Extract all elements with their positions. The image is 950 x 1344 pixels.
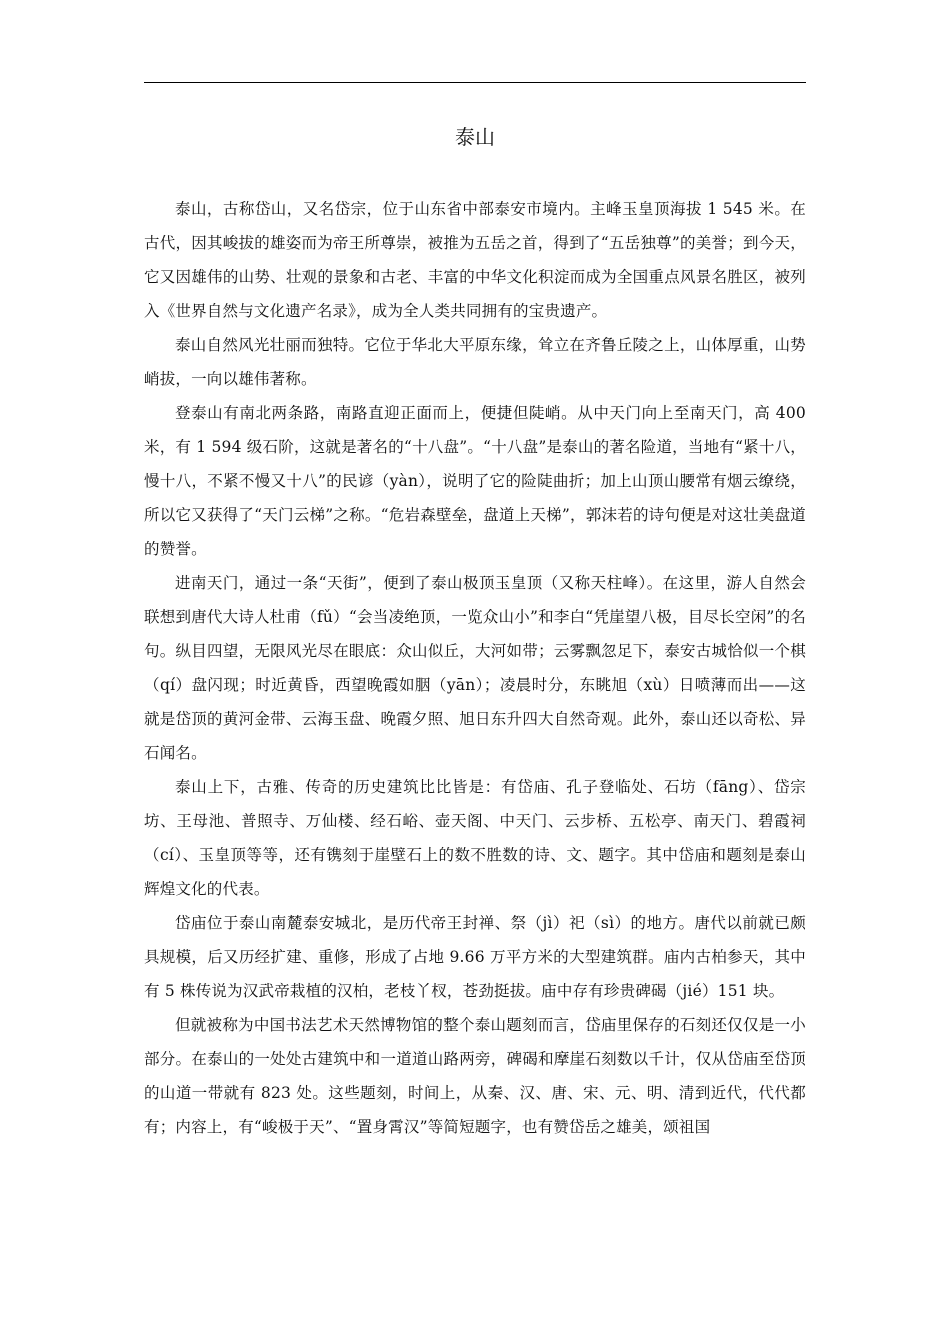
- paragraph-2: 泰山自然风光壮丽而独特。它位于华北大平原东缘，耸立在齐鲁丘陵之上，山体厚重，山势峭拔，一向以雄伟著称。: [144, 336, 806, 388]
- paragraph-3: 登泰山有南北两条路，南路直迎正面而上，便捷但陡峭。从中天门向上至南天门，高 400 米，有 1 594 级石阶，这就是著名的“十八盘”。“十八盘”是泰山的著名险道，当地有“紧十八，慢十八，不紧不慢又十八”的民谚（yàn），说明了它的险陡曲折；加上山顶山腰常有烟云缭绕，所以它又获得了“天门云梯”之称。“危岩森壁垒，盘道上天梯”，郭沫若的诗句便是对这壮美盘道的赞誉。: [144, 404, 806, 558]
- paragraph-6: 岱庙位于泰山南麓泰安城北，是历代帝王封禅、祭（jì）祀（sì）的地方。唐代以前就已颇具规模，后又历经扩建、重修，形成了占地 9.66 万平方米的大型建筑群。庙内古柏参天，其中有 5 株传说为汉武帝栽植的汉柏，老枝丫杈，苍劲挺拔。庙中存有珍贵碑碣（jié）151 块。: [144, 914, 806, 1000]
- paragraph-1: 泰山，古称岱山，又名岱宗，位于山东省中部泰安市境内。主峰玉皇顶海拔 1 545 米。在古代，因其峻拔的雄姿而为帝王所尊崇，被推为五岳之首，得到了“五岳独尊”的美誉；到今天，它又因雄伟的山势、壮观的景象和古老、丰富的中华文化积淀而成为全国重点风景名胜区，被列入《世界自然与文化遗产名录》，成为全人类共同拥有的宝贵遗产。: [144, 200, 806, 320]
- paragraph-7: 但就被称为中国书法艺术天然博物馆的整个泰山题刻而言，岱庙里保存的石刻还仅仅是一小部分。在泰山的一处处古建筑中和一道道山路两旁，碑碣和摩崖石刻数以千计，仅从岱庙至岱顶的山道一带就有 823 处。这些题刻，时间上，从秦、汉、唐、宋、元、明、清到近代，代代都有；内容上，有“峻极于天”、“置身霄汉”等简短题字，也有赞岱岳之雄美，颂祖国: [144, 1016, 806, 1136]
- paragraph-4: 进南天门，通过一条“天街”，便到了泰山极顶玉皇顶（又称天柱峰）。在这里，游人自然会联想到唐代大诗人杜甫（fǔ）“会当凌绝顶，一览众山小”和李白“凭崖望八极，目尽长空闲”的名句。纵目四望，无限风光尽在眼底：众山似丘，大河如带；云雾飘忽足下，泰安古城恰似一个棋（qí）盘闪现；时近黄昏，西望晚霞如胭（yān）；凌晨时分，东眺旭（xù）日喷薄而出——这就是岱顶的黄河金带、云海玉盘、晚霞夕照、旭日东升四大自然奇观。此外，泰山还以奇松、异石闻名。: [144, 574, 806, 762]
- header-rule: [144, 82, 806, 83]
- paragraph-5: 泰山上下，古雅、传奇的历史建筑比比皆是：有岱庙、孔子登临处、石坊（fāng）、岱宗坊、王母池、普照寺、万仙楼、经石峪、壶天阁、中天门、云步桥、五松亭、南天门、碧霞祠（cí）、玉皇顶等等，还有镌刻于崖壁石上的数不胜数的诗、文、题字。其中岱庙和题刻是泰山辉煌文化的代表。: [144, 778, 806, 898]
- document-body: [144, 192, 806, 1144]
- document-title: 泰山: [455, 125, 495, 149]
